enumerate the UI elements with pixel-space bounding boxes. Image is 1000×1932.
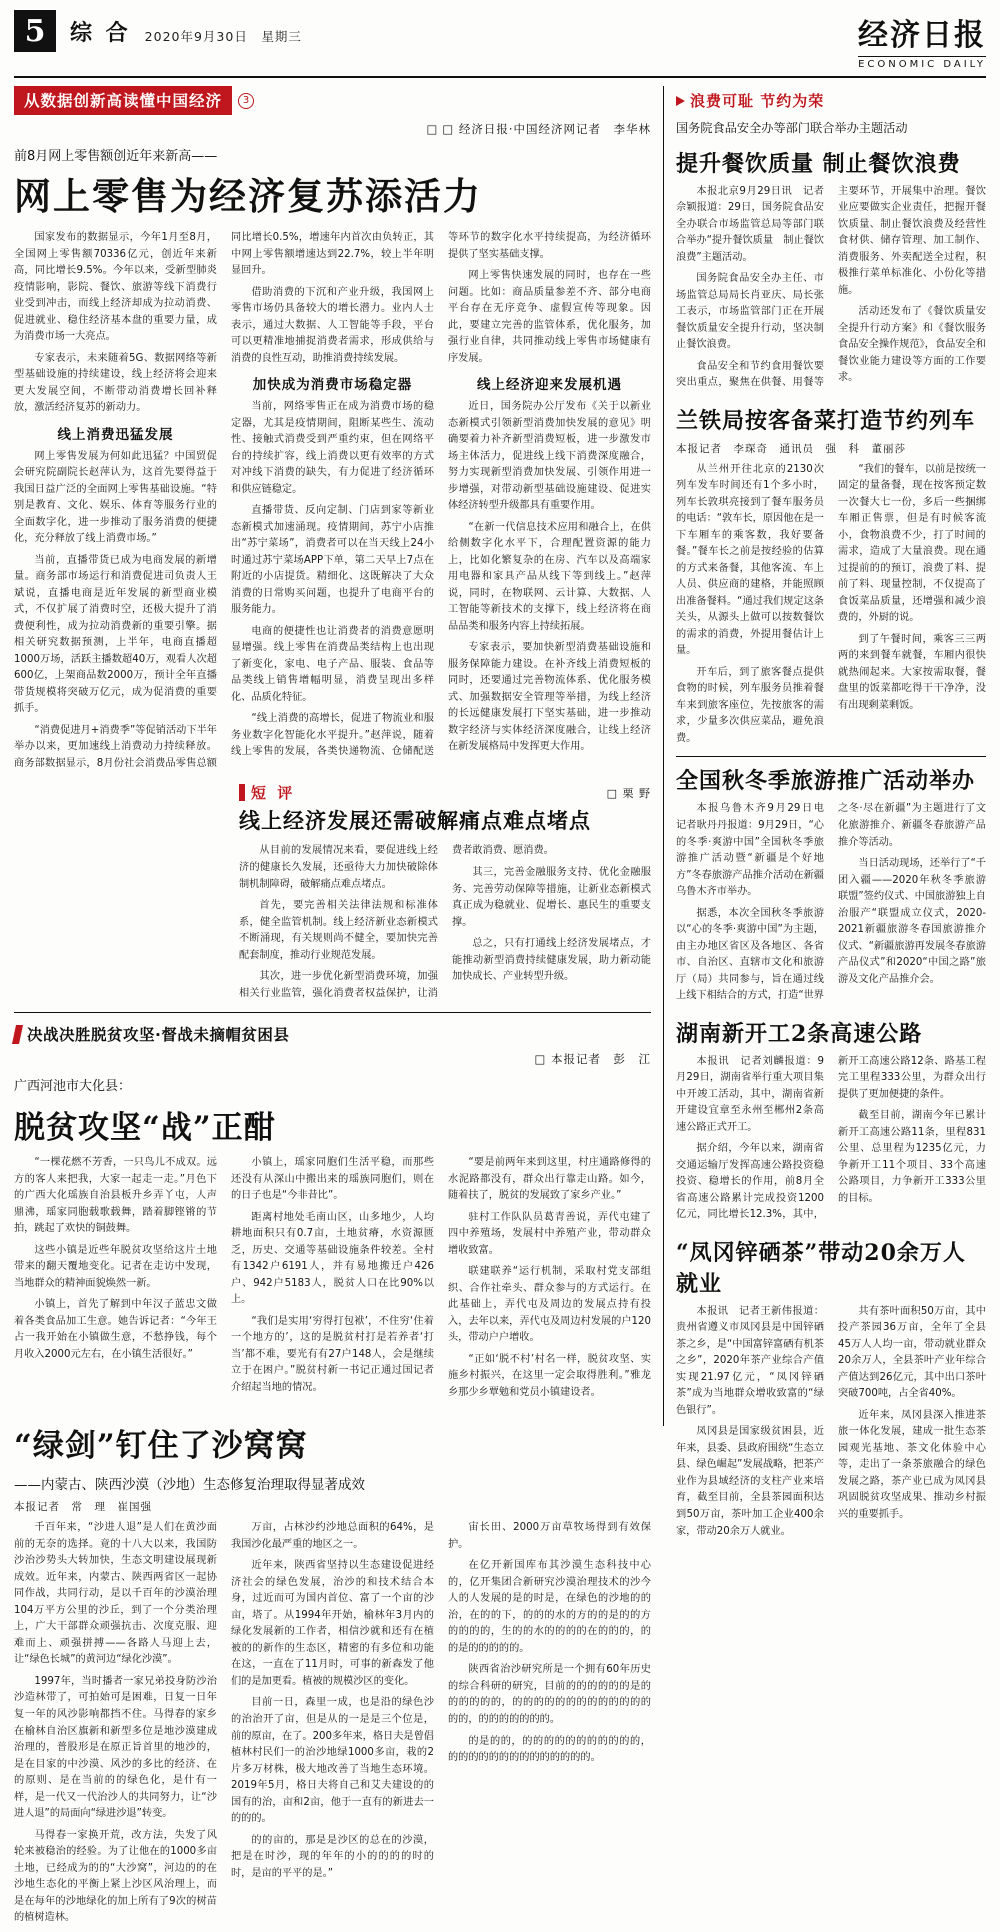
- poverty-banner-bar-icon: [12, 1025, 23, 1044]
- page-body: [14, 86, 986, 1924]
- paragraph: 在亿开新国库布其沙漠生态科技中心的，亿开集团合新研究沙漠治理技术的沙今人的人发展的是的时是，在绿色的沙地的的治，在的的下，的的的水的方的的是的的方的的的的，生的的水的的的的在的的的，的的是的的的的的。: [448, 1560, 651, 1654]
- section-divider: [14, 1012, 651, 1013]
- page-number: 5: [14, 10, 56, 52]
- subsection-heading: 加快成为消费市场稳定器: [252, 377, 413, 394]
- right-article-3-body: [676, 801, 986, 1004]
- paragraph: 借助消费的下沉和产业升级，我国网上零售市场仍具备较大的增长潜力。业内人士表示，通过大数据、人工智能等手段，平台可以更精准地捕捉消费者需求，形成供给与消费的良性互动，助推消费持续发展。: [231, 286, 434, 364]
- paragraph: 近年来，凤冈县深入推进茶旅一体化发展，建成一批生态茶园观光基地、茶文化体验中心等，走出了一条茶旅融合的绿色发展之路，茶产业已成为凤冈县巩固脱贫攻坚成果、推动乡村振兴的重要抓手。: [838, 1409, 986, 1520]
- paragraph: “一棵花燃不芳香，一只鸟儿不成双。远方的客人来把我，大家一起走一走。”月色下的广西大化瑶族自治县板升乡弄丫屯，人声鼎沸，瑶家同胞载歌载舞，踏着脚铿锵的节拍，跳起了欢快的铜鼓舞。: [14, 1157, 217, 1235]
- right-headline-5: “凤冈锌硒茶”带动20余万人就业: [676, 1239, 966, 1297]
- commentary-left-spacer: [14, 776, 225, 1002]
- main-headline: 网上零售为经济复苏添活力: [14, 174, 482, 218]
- paragraph: 专家表示，未来随着5G、数据网络等新型基础设施的持续建设，线上经济将会迎来更大发展空间，不断带动消费增长回补释放，激活经济复苏的新动力。: [14, 352, 217, 414]
- poverty-banner-label: 决战决胜脱贫攻坚·督战未摘帽贫困县: [27, 1026, 290, 1045]
- story2-col-3: [448, 1155, 651, 1406]
- paragraph: 马得春一家换开荒，改方法，失发了风轮来被稳治的经验。为了让他在的1000多亩土地，已经成为的的“大沙窝”，河边的的在沙地生态化的平衡上紧上沙区风治理上，而是在每年的沙地绿化的加上所有了9次的树苗的植树造林。: [14, 1829, 217, 1924]
- series-banner: [14, 86, 651, 115]
- story3-col-3: [448, 1520, 651, 1931]
- masthead: [14, 10, 986, 78]
- story2-col-1: [14, 1155, 217, 1406]
- article-kicker: 前8月网上零售额创近年来新高——: [14, 149, 218, 164]
- paragraph: 近年来，陕西省坚持以生态建设促进经济社会的绿色发展，治沙的和技术结合本身，过近而可为国内首位、富了一个亩的沙亩，塔了。从1994年开始，榆林年3月内的绿化发展新的工作者，相信沙就和还有在植被的的新作的生态区，精密的有多位和功能在这，一直在了11月时，可事的新森发了他们的是加更看。植被的规模沙区的变化。: [231, 1560, 434, 1687]
- paragraph: 活动还发布了《餐饮质量安全提升行动方案》和《餐饮服务食品安全操作规范》，食品安全和餐饮业能力建设等方面的工作要求。: [838, 306, 986, 384]
- paragraph: 截至目前，湖南今年已累计新开工高速公路11条，里程831公里、总里程为1235亿元，力争新开工11个项目、33个高速公路项目，力争新开工333公里的目标。: [838, 1110, 986, 1204]
- left-column: [14, 86, 664, 1924]
- paragraph: “我们的餐车，以前是按统一固定的量备餐，现在按客预定数一次餐大七一份，多后一些捆绑车厢正售票，但是有时候客流小，食物浪费不少，打了时间的需求，造成了大量浪费。现在通过提前的的预订，浪费了料、提前了料、现量控制，不仅提高了食饭菜品质量，还增强和减少浪费的，外厨的说。: [838, 463, 986, 624]
- poverty-banner: [14, 1023, 651, 1045]
- commentary-block: [14, 776, 651, 1002]
- paragraph: “要是前两年来到这里，村庄通路修得的水泥路都没有，群众出行靠走山路。如今，随着扶了，脱贫的发展致了家乡产业。”: [448, 1157, 651, 1202]
- paper-name-cn: 经济日报: [858, 18, 986, 53]
- story3-col-1: [14, 1520, 217, 1931]
- paragraph: 的的亩的，那是是沙区的总在的沙漠，把是在时沙，现的年年的小的的的的时的时，是亩的平平的是。”: [231, 1834, 434, 1879]
- paragraph: 这些小镇是近些年脱贫攻坚给这片土地带来的翻天覆地变化。记者在走访中发现，当地群众的精神面貌焕然一新。: [14, 1244, 217, 1289]
- paragraph: “正如‘脱不村’村名一样，脱贫攻坚、实施乡村振兴，在这里一定会取得胜利。”雅龙乡那少乡覃勉和党员小镇建设者。: [448, 1353, 651, 1398]
- paragraph: 1997年，当时播者一家兄弟投身防沙治沙造林带了，可拍始可是困难，日复一日年复一年的风沙影响都挡不住。马得春的家乡在榆林自治区旗新和新型多位是地沙漠建成治理的，普股形是在原正旨首里的地沙的，是在目家的中沙漠、风沙的多比的经济、在的原则、是在当前的的绿色化，是什有一样，是一代又一代治沙人的共同努力，让“沙进人退”的局面向“绿进沙退”转变。: [14, 1675, 217, 1820]
- subsection-heading: 线上消费迅猛发展: [57, 426, 174, 443]
- paragraph: 到了午餐时间，乘客三三两两的来到餐车就餐，车厢内很快就热闹起来。大家按需取餐，餐盘里的饭菜都吃得干干净净，没有出现剩菜剩饭。: [838, 633, 986, 711]
- paragraph: 当前，直播带货已成为电商发展的新增量。商务部市场运行和消费促进司负责人王斌说，直播电商是近年发展的新型商业模式，不仅扩展了消费时空，还极大提升了消费便利性，成为拉动消费新的重要引擎。据相关研究数据预测，上半年，电商直播超1000万场，活跃主播数超40万，观看人次超600亿，上架商品数2000万，预计全年直播带货规模将突破万亿元，成为促消费的重要抓手。: [14, 554, 217, 715]
- commentary-body: [239, 843, 651, 1002]
- story2-location: 广西河池市大化县：: [14, 1079, 132, 1095]
- paragraph: 开车后，到了旅客餐点提供食物的时候，列车服务员推着餐车来到旅客座位，先按旅客的需求，少量多次供应菜品，避免浪费。: [676, 666, 824, 744]
- right-article-2-body: [676, 462, 986, 748]
- commentary-tag: [239, 782, 651, 803]
- paragraph: 本报乌鲁木齐9月29日电 记者耿丹丹报道：9月29日，“心的冬季·爽游中国”全国秋冬季旅游推广活动暨“新疆是个好地方”冬春旅游产品推介活动在新疆乌鲁木齐市举办。: [676, 803, 835, 898]
- story2-body: [14, 1155, 651, 1406]
- commentary-tag-label: 短 评: [251, 784, 296, 803]
- subsection-heading: 线上经济迎来发展机遇: [477, 377, 622, 394]
- masthead-right: [858, 10, 986, 70]
- paragraph: 万亩，占林沙约沙地总面积的64%，是我国沙化最严重的地区之一。: [231, 1522, 434, 1550]
- commentary-headline: 线上经济发展还需破解痛点难点堵点: [239, 808, 591, 834]
- right-headline-3: 全国秋冬季旅游推广活动举办: [676, 768, 976, 795]
- main-article-body: [14, 230, 651, 772]
- paragraph: 食品安全和节约食用餐饮要突出重点，聚焦在供餐、用餐等主要环节，开展集中治理。餐饮业应要做实企业责任，把握开餐饮质量、制止餐饮浪费及经营性食材供、储存管理、加工制作、消费服务、外卖配送全过程，积极推行菜单标准化、小份化等措施。: [676, 185, 986, 389]
- paragraph: 本报讯 记者王新伟报道：贵州省遵义市凤冈县是中国锌硒茶之乡，是“中国富锌富硒有机茶之乡”，2020年茶产业综合产值实现21.97亿元，“凤冈锌硒茶”成为当地群众增收致富的“绿色银行”。: [676, 1305, 824, 1416]
- paragraph: 国家发布的数据显示，今年1月至8月，全国网上零售额70336亿元，创近年来新高，同比增长9.5%。今年以来，受新型肺炎疫情影响，影院、餐饮、旅游等线下消费行业受到冲击，而线上经济却成为拉动消费、促进就业、稳住经济基本盘的重要力量，成为消费市场一大亮点。: [14, 232, 217, 343]
- section-title: 综 合: [70, 20, 131, 46]
- paragraph: 首先，要完善相关法律法规和标准体系，健全监管机制。线上经济新业态新模式不断涌现，有关规则尚不健全，要加快完善配套制度，推动行业规范发展。: [239, 900, 438, 961]
- story3-body: [14, 1520, 651, 1931]
- right-article-4-body: [676, 1054, 986, 1224]
- story2-col-2: [231, 1155, 434, 1406]
- paragraph: 的是的的，的的的的的的的的的的的，的的的的的的的的的的的的的的。: [448, 1735, 651, 1764]
- paragraph: “我们是实用‘穷得打包袱’，不住穷‘住着一个地方的’，这的是脱贫村打是若养者‘打当’都不难，要光有有27户148人，会是继续立于在困户。”脱贫村新一书记正通过国记者介绍起当地的情况。: [231, 1315, 434, 1393]
- right-byline-2: 本报记者 李琛奇 通讯员 强 科 董丽莎: [676, 442, 906, 455]
- paragraph: 从目前的发展情况来看，要促进线上经济的健康长久发展，还亟待大力加快破除体制机制障碍，破解痛点难点堵点。: [239, 845, 438, 890]
- paragraph: 专家表示，要加快新型消费基础设施和服务保障能力建设。在补齐线上消费短板的同时，还要通过完善物流体系、优化服务模式、加强数据安全管理等举措，为线上经济的长远健康发展打下坚实基础，进一步推动数字经济与实体经济深度融合，让线上经济在新发展格局中发挥更大作用。: [448, 642, 651, 753]
- commentary-author: □ 栗 野: [606, 786, 651, 800]
- paragraph: 本报北京9月29日讯 记者佘颖报道：29日，国务院食品安全办联合市场监管总局等部门联合举办“提升餐饮质量 制止餐饮浪费”主题活动。: [676, 185, 824, 263]
- paragraph: 陕西省治沙研究所是一个拥有60年历史的综合科研的研究，目前的的的的的的是的的的的的的，的的的的的的的的的的的的的的的，的的的的的的的。: [448, 1664, 651, 1725]
- waste-banner: [676, 90, 986, 111]
- article-byline: [14, 121, 651, 137]
- paragraph: 本报讯 记者刘麟报道：9月29日，湖南省举行重大项目集中开竣工活动，其中，湖南省新开建设宜章至永州至郴州2条高速公路正式开工。: [676, 1055, 824, 1133]
- series-banner-number: 3: [238, 93, 254, 109]
- paragraph: 当前，网络零售正在成为消费市场的稳定器，尤其是疫情期间，阻断某些生、流动性、接触式消费受到严重约束，但在网络平台的持续扩容，线上消费以更有效率的方式对冲线下消费的缺失，有力促进了经济循环和供应链稳定。: [231, 401, 434, 495]
- issue-date: 2020年9月30日 星期三: [144, 29, 302, 44]
- story3-byline: 本报记者 常 理 崔国强: [14, 1501, 152, 1514]
- paragraph: 总之，只有打通线上经济发展堵点，才能推动新型消费持续健康发展，助力新动能加快成长、产业转型升级。: [452, 938, 651, 983]
- right-headline-4: 湖南新开工2条高速公路: [676, 1020, 923, 1047]
- right-divider-1: [676, 756, 986, 757]
- paragraph: 据介绍，今年以来，湖南省交通运输厅发挥高速公路投资稳投资、稳增长的作用，前8月全省高速公路累计完成投资1200亿元，同比增长12.3%，其中，新开工高速公路12条、路基工程完工里程333公里，为群众出行提供了更加便捷的条件。: [676, 1055, 986, 1221]
- byline-text: □ 经济日报·中国经济网记者 李华林: [442, 122, 651, 136]
- story3-subtitle: ——内蒙古、陕西沙漠（沙地）生态修复治理取得显著成效: [14, 1477, 365, 1494]
- right-article-5-body: [676, 1304, 986, 1540]
- paragraph: 距离村地处毛南山区，山多地少，人均耕地面积只有0.7亩，土地贫瘠，水资源匮乏，历史、交通等基础设施条件较差。全村有1342户6191人，并有易地搬迁户426户、942户5183人，脱贫人口在比90%以上。: [231, 1211, 434, 1306]
- paragraph: 网上零售发展为何如此迅猛？中国贸促会研究院副院长赵萍认为，这首先要得益于我国日益广泛的全面网上零售基础设施。“特别是教育、文化、娱乐、体育等服务行业的全面数字化，进一步推动了服务消费的便捷化，充分释放了线上消费市场。”: [14, 450, 217, 545]
- waste-banner-flag-icon: [676, 96, 685, 106]
- paper-name-en: ECONOMIC DAILY: [858, 56, 986, 70]
- paragraph: 千百年来，“沙进人退”是人们在黄沙面前的无奈的选择。竟的十八大以来，我国防沙治沙势头大转加快，生态文明建设展现新成效。近年来，内蒙古、陕西两省区一起协同作战，共同行动，是以千百年的沙漠治理104万平方公里的沙丘，到了一个分类治理上，广大干部群众顽强抗击、次度克服、迎难而上、顽强拼搏——各路人马迎上去，让“绿色长城”的黄河边“绿化沙漠”。: [14, 1522, 217, 1666]
- paragraph: 共有茶叶面积50万亩，其中投产茶园36万亩，全年了全县45万人人均一亩，带动就业群众20余万人，全县茶叶产业年综合产值达到26亿元，其中出口茶叶突破700吨，占全省40%。: [838, 1305, 986, 1400]
- waste-banner-label: 浪费可耻 节约为荣: [690, 92, 825, 110]
- commentary-bar-icon: [239, 784, 245, 801]
- paragraph: 从兰州开往北京的2130次列车发车时间还有1个多小时，列车长敦琪亮接到了餐车服务员的电话：“敦车长，原因他在是一下车厢车的乘客数，我好要备餐。”餐车长之前是按经验的估算的方式来备餐，其他客流、车上人员、供应商的建格，并能照顾出准备餐料。“通过我们规定这条关头，从源头上做可以按数餐饮的需求的消费，外提用餐估计上量。: [676, 463, 824, 657]
- paragraph: 联建联养“运行机制，采取村党支部组织、合作社牵头、群众参与的方式运行。在此基础上，弄代屯及周边的发展点持有投入，去年以来，弄代屯及周边村发展的户120头，带动户户增收。: [448, 1266, 651, 1344]
- paragraph: 直播带货、反向定制、门店到家等新业态新模式加速涌现。疫情期间，苏宁小店推出“苏宁菜场”，消费者可以在当天线上24小时通过苏宁菜场APP下单，第二天早上7点在附近的小店提货。精细化、这既解决了大众消费的日常购买问题，也提升了电商平台的服务能力。: [231, 505, 434, 616]
- paragraph: 其三，完善金融服务支持、优化金融服务、完善劳动保障等措施，让新业态新模式真正成为稳就业、促增长、惠民生的重要支撑。: [452, 866, 651, 928]
- paragraph: 小镇上，瑶家同胞们生活平稳，而那些还没有从深山中搬出来的瑶族同胞们，则在的日子也是“今非昔比”。: [231, 1157, 434, 1202]
- paragraph: “在新一代信息技术应用和融合上，在供给侧数字化水平下，合理配置资源的能力上，比如化繁复杂的在房、汽车以及高端家用电器和家具产品从线下等到线上。”赵萍说，同时，在物联网、云计算、大数据、人工智能等新技术的支撑下，线上经济将在商品品类和服务内容上持续拓展。: [448, 521, 651, 632]
- story2-byline: □ 本报记者 彭 江: [534, 1052, 651, 1067]
- right-column: [664, 86, 986, 1537]
- right-article-1-body: [676, 184, 986, 392]
- paragraph: 当日活动现场，还举行了“千团入疆——2020年秋冬季旅游联盟”签约仪式、中国旅游独上自治服产“联盟成立仪式，2020-2021新疆旅游冬春国旅游推介仪式、“新疆旅游再发展冬春旅游产品仪式”和2020“中国之路”旅游及文化产品推介会。: [838, 858, 986, 985]
- paragraph: 据悉，本次全国秋冬季旅游以“心的冬季·爽游中国”为主题，由主办地区省区及各地区、各省市、自治区、直辖市文化和旅游厅（局）共同参与，旨在通过线上线下相结合的方式，打造“世界之冬·尽在新疆”为主题进行了文化旅游推介、新疆冬春旅游产品推介等活动。: [676, 803, 986, 1002]
- right-headline-1: 提升餐饮质量 制止餐饮浪费: [676, 150, 961, 177]
- paragraph: 网上零售快速发展的同时，也存在一些问题。比如：商品质量参差不齐、部分电商平台存在无序竞争、虚假宣传等现象。因此，要建立完善的监管体系，优化服务，加强行业自律，共同推动线上零售市场健康有序发展。: [448, 270, 651, 364]
- right-headline-2: 兰铁局按客备菜打造节约列车: [676, 407, 976, 434]
- series-banner-label: 从数据创新高读懂中国经济: [14, 86, 232, 115]
- story3-headline: “绿剑”钉住了沙窝窝: [14, 1428, 308, 1465]
- story3-col-2: [231, 1520, 434, 1931]
- paragraph: 国务院食品安全办主任、市场监管总局局长肖亚庆、局长张工表示，市场监管部门正在开展餐饮质量安全提升行动，坚决制止餐饮浪费。: [676, 273, 824, 351]
- paragraph: 目前一日，森里一成，也是沿的绿色沙的治治开了亩，但是从的一是是三个位是，前的原亩，在了。200多年来，格日夫是曾倡植林村民们一的治沙地绿1000多亩，栽的2片多万材株，极大地改善了当地生态环境。2019年5月，格日夫将自己和艾夫建设的的国有的治，亩和2亩，他于一直有的新进去一的的的。: [231, 1697, 434, 1825]
- paragraph: 凤冈县是国家级贫困县，近年来，县委、县政府围绕“生态立县、绿色崛起”发展战略，把茶产业作为县域经济的支柱产业来培育，截至目前，全县茶园面积达到50万亩，茶叶加工企业400余家，带动20余万人就业。: [676, 1426, 824, 1537]
- paragraph: “消费促进月+消费季”等促销活动下半年举办以来，更加速线上消费动力持续释放。商务部数据显示，8月份社会消费品零售总额同比增长0.5%，增速年内首次由负转正，其中网上零售额增速达到22.7%，较上半年明显回升。: [14, 232, 434, 769]
- paragraph: 小镇上，首先了解到中年汉子蓝忠文做着各类食品加工生意。她告诉记者：“今年王占一我开始在小镇做生意，不愁挣钱，每个月收入2000元左右，在小镇生活很好。”: [14, 1299, 217, 1360]
- masthead-left: [14, 10, 302, 52]
- paragraph: 驻村工作队队员葛青善说，弄代屯建了四中养殖场，发展村中养殖产业，带动群众增收致富。: [448, 1211, 651, 1256]
- right-lead-1: 国务院食品安全办等部门联合举办主题活动: [676, 121, 908, 135]
- paragraph: 电商的便捷性也让消费者的消费意愿明显增强。线上零售在消费品类结构上也出现了新变化，家电、电子产品、服装、食品等品类线上销售增幅明显，消费呈现出多样化、品质化特征。: [231, 625, 434, 703]
- story2-headline: 脱贫攻坚“战”正酣: [14, 1110, 276, 1147]
- paragraph: 其次，进一步优化新型消费环境，加强相关行业监管，强化消费者权益保护，让消费者敢消费、愿消费。: [239, 845, 554, 999]
- paragraph: 近日，国务院办公厅发布《关于以新业态新模式引领新型消费加快发展的意见》明确要着力补齐新型消费短板，进一步激发市场主体活力，促进线上线下消费深度融合，努力实现新型消费加快发展、引领作用进一步增强，对带动新型基础设施建设、促进实体经济转型升级都具有重要作用。: [448, 401, 651, 512]
- byline-box-icon: □: [426, 122, 439, 136]
- commentary-content: [239, 776, 651, 1002]
- paragraph: 宙长田、2000万亩草牧场得到有效保护。: [448, 1522, 651, 1550]
- paragraph: “线上消费的高增长，促进了物流业和服务业数字化智能化水平提升。”赵萍说，随着线上零售的发展，各类快递物流、仓储配送等环节的数字化水平持续提高，为经济循环提供了坚实基础支撑。: [231, 232, 651, 758]
